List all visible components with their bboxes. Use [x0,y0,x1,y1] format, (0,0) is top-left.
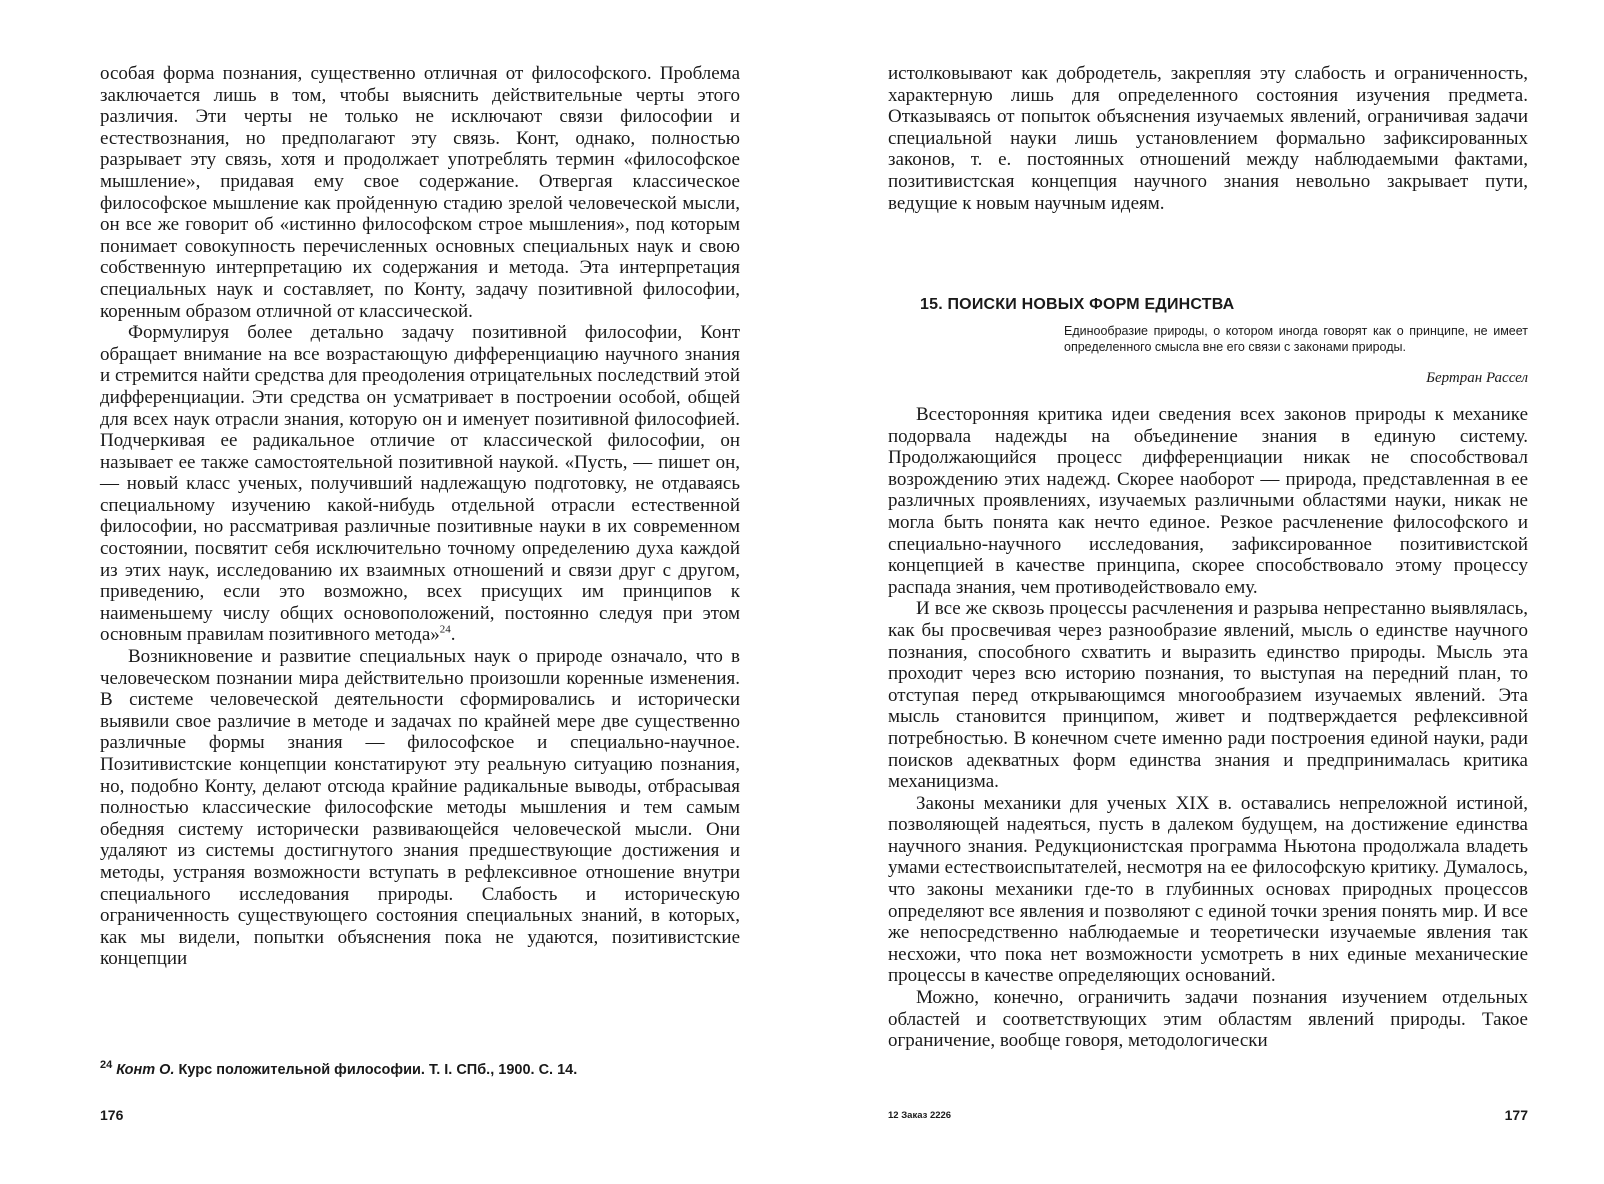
footnote-marker: 24 [439,624,451,637]
paragraph: Можно, конечно, ограничить задачи познания изучением отдельных областей и соответствующих этим областям явлений природы. Такое ограничение, вообще говоря, методологически [888,987,1528,1052]
paragraph: Всесторонняя критика идеи сведения всех законов природы к механике подорвала надежды на объединение знания в единую систему. Продолжающийся процесс дифференциации никак не способствовал возрождению этих надежд. Скорее наоборот — природа, представленная в ее различных проявлениях, изучаемых различными областями науки, никак не могла быть понята как нечто единое. Резкое расчленение философского и специально-научного исследования, зафиксированное позитивистской концепцией в качестве принципа, скорее способствовало этому процессу распада знания, чем противодействовало ему. [888,404,1528,598]
paragraph: истолковывают как добродетель, закрепляя эту слабость и ограниченность, характерную лишь для определенного состояния изучения предмета. Отказываясь от попыток объяснения изучаемых явлений, ограничивая задачи специальной науки лишь установлением формально зафиксированных законов, т. е. постоянных отношений между наблюдаемыми фактами, позитивистская концепция научного знания невольно закрывает пути, ведущие к новым научным идеям. [888,63,1528,214]
footnote-text: Курс положительной философии. Т. I. СПб., 1900. С. 14. [178,1062,578,1078]
footnote-number: 24 [100,1059,113,1072]
paragraph: И все же сквозь процессы расчленения и разрыва непрестанно выявлялась, как бы просвечивая через разнообразие явлений, мысль о единстве научного познания, способного схватить и выразить единство природы. Мысль эта проходит через всю историю познания, то выступая на передний план, то отступая перед открывающимся многообразием изучаемых явлений. Эта мысль становится принципом, живет и подтверждается рефлексивной потребностью. В конечном счете именно ради построения единой науки, ради поисков адекватных форм единства знания и предпринималась критика механицизма. [888,598,1528,793]
paragraph: Законы механики для ученых XIX в. оставались непреложной истиной, позволяющей надеяться, пусть в далеком будущем, на достижение единства научного знания. Редукционистская программа Ньютона продолжала владеть умами естествоиспытателей, несмотря на ее философскую критику. Думалось, что законы механики где-то в глубинных основах природных процессов определяют все явления и позволяют с единой точки зрения понять мир. И все же непосредственно наблюдаемые и теоретически изучаемые явления так несхожи, что пока нет возможности усмотреть в них единые механические процессы в качестве определяющих оснований. [888,792,1528,987]
page-number: 176 [100,1107,124,1123]
epigraph-author: Бертран Рассел [1426,370,1528,386]
paragraph-text: Формулируя более детально задачу позитивной философии, Конт обращает внимание на все возрастающую дифференциацию научного знания и стремится найти средства для преодоления отрицательных последствий этой дифференциации. Эти средства он усматривает в построении особой, общей для всех наук отрасли знания, которую он и именует позитивной философией. Подчеркивая ее радикальное отличие от классической философии, он называет ее также самостоятельной позитивной наукой. «Пусть, — пишет он, — новый класс ученых, получивший надлежащую подготовку, не отдаваясь специальному изучению какой-нибудь отдельной отрасли естественной философии, но рассматривая различные позитивные науки в их современном состоянии, посвятит себя исключительно точному определению духа каждой из этих наук, исследованию их взаимных отношений и связи друг с другом, приведению, если это возможно, всех присущих им принципов к наименьшему числу общих основоположений, постоянно следуя при этом основным правилам позитивного метода» [100,322,740,646]
epigraph: Единообразие природы, о котором иногда говорят как о принципе, не имеет определенного смысла вне его связи с законами природы. [1064,324,1528,354]
right-page [888,0,1528,1184]
paragraph: Возникновение и развитие специальных наук о природе означало, что в человеческом познании мира действительно произошли коренные изменения. В системе человеческой деятельности сформировались и исторически выявили свое различие в методе и задачах по крайней мере две существенно различные формы знания — философское и специально-научное. Позитивистские концепции констатируют эту реальную ситуацию познания, но, подобно Конту, делают отсюда крайние радикальные выводы, отбрасывая полностью классические философские методы мышления и тем самым обедняя систему исторически развивающейся человеческой мысли. Они удаляют из системы достигнутого знания предшествующие достижения и методы, устраняя возможности вступать в рефлексивное отношение внутри специального исследования природы. Слабость и историческую ограниченность существующего состояния специальных знаний, в которых, как мы видели, попытки объяснения пока не удаются, позитивистские концепции [100,646,740,970]
right-page-top-text [888,63,1528,214]
paragraph: Формулируя более детально задачу позитивной философии, Конт обращает внимание на все возрастающую дифференциацию научного знания и стремится найти средства для преодоления отрицательных последствий этой дифференциации. Эти средства он усматривает в построении особой, общей для всех наук отрасли знания, которую он и именует позитивной философией. Подчеркивая ее радикальное отличие от классической философии, он называет ее также самостоятельной позитивной наукой. «Пусть, — пишет он, — новый класс ученых, получивший надлежащую подготовку, не отдаваясь специальному изучению какой-нибудь отдельной отрасли естественной философии, но рассматривая различные позитивные науки в их современном состоянии, посвятит себя исключительно точному определению духа каждой из этих наук, исследованию их взаимных отношений и связи друг с другом, приведению, если это возможно, всех присущих им принципов к наименьшему числу общих основоположений, постоянно следуя при этом основным правилам позитивного метода»$^{24}$. [100,322,740,646]
footnote-author: Конт О. [116,1062,175,1078]
left-page-text [100,63,740,970]
page-number: 177 [1504,1107,1528,1123]
paragraph: особая форма познания, существенно отличная от философского. Проблема заключается лишь в том, чтобы выяснить действительные черты этого различия. Эти черты не только не исключают связи философии и естествознания, но предполагают эту связь. Конт, однако, полностью разрывает эту связь, хотя и продолжает употреблять термин «философское мышление», придавая ему свое содержание. Отвергая классическое философское мышление как пройденную стадию зрелой человеческой мысли, он все же говорит об «истинно философском строе мышления», под которым понимает совокупность перечисленных основных специальных наук и свою собственную интерпретацию их содержания и метода. Эта интерпретация специальных наук и составляет, по Конту, задачу позитивной философии, коренным образом отличной от классической. [100,63,740,322]
left-page [100,0,740,1184]
footnote [100,1059,740,1078]
section-heading: 15. ПОИСКИ НОВЫХ ФОРМ ЕДИНСТВА [920,296,1235,313]
right-page-main-text [888,404,1528,1052]
printer-signature: 12 Заказ 2226 [888,1110,952,1121]
